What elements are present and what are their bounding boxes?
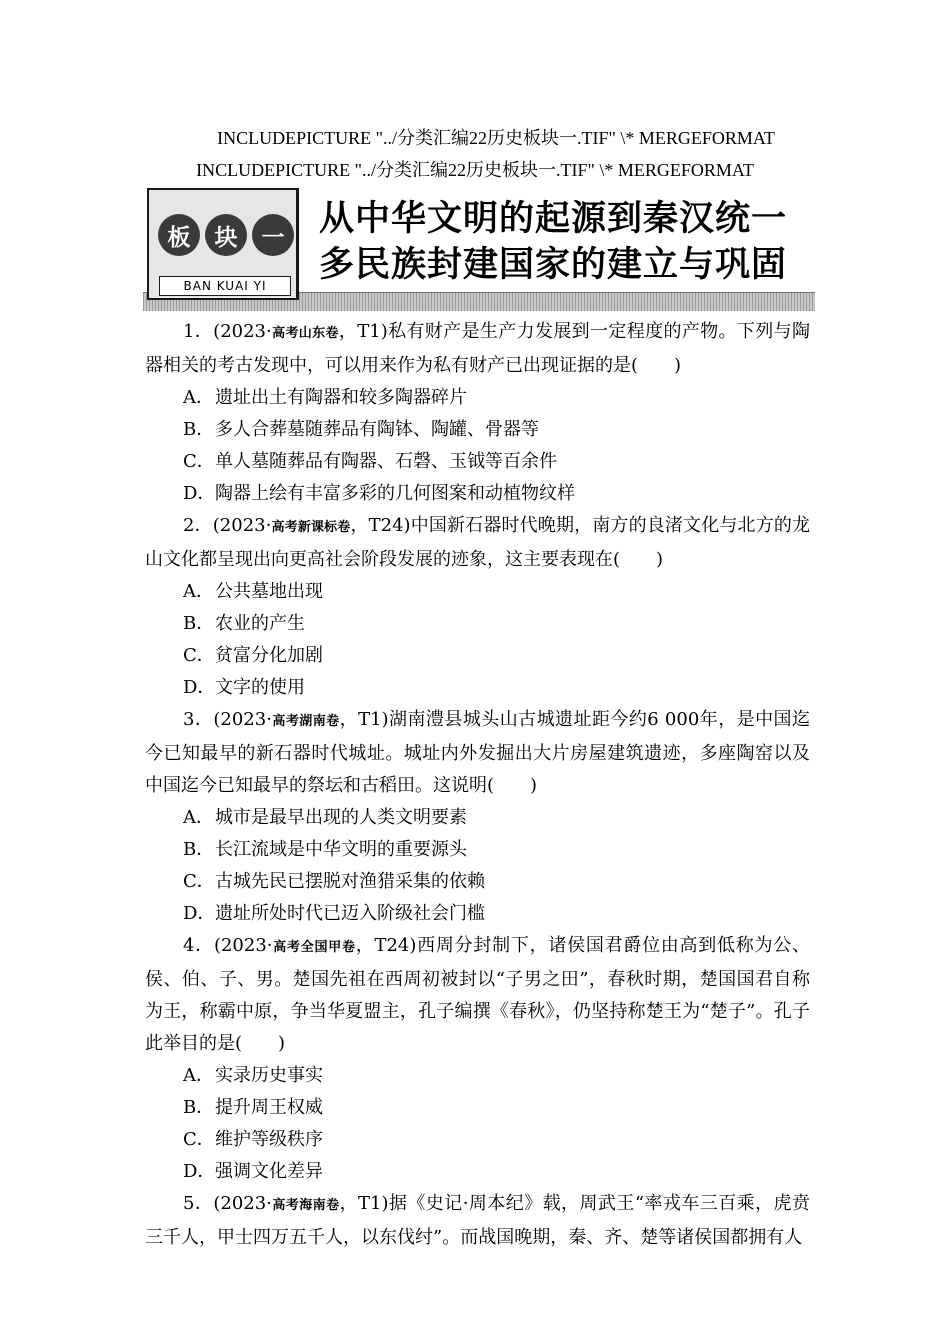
question-number: 5． (183, 1193, 214, 1214)
question-tag: ，T24) (350, 515, 411, 536)
option-b[interactable] (145, 414, 810, 446)
banner-char-yi: 一 (252, 214, 294, 256)
question-text: 私有财产是生产力发展到一定程度的产物。下列与陶器相关的考古发现中，可以用来作为私有财产已出现证据的是( ) (145, 321, 810, 376)
question-stem (145, 704, 810, 802)
question-stem (145, 510, 810, 576)
option-b[interactable] (145, 608, 810, 640)
question-year: (2023· (213, 321, 272, 342)
option-letter: A． (183, 581, 214, 602)
option-d[interactable] (145, 898, 810, 930)
option-c[interactable] (145, 1124, 810, 1156)
banner-label-box (147, 188, 299, 300)
option-letter: A． (183, 387, 214, 408)
option-text: 多人合葬墓随葬品有陶钵、陶罐、骨器等 (215, 419, 539, 440)
question-tag: ，T1) (339, 709, 389, 730)
option-letter: C． (183, 451, 215, 472)
option-letter: B． (183, 1097, 215, 1118)
question-source: 高考新课标卷 (271, 520, 351, 535)
question-stem (145, 316, 810, 382)
option-letter: C． (183, 871, 215, 892)
banner-title-line-1: 从中华文明的起源到秦汉统一 (319, 199, 788, 239)
question-tag: ，T1) (338, 321, 388, 342)
option-letter: D． (183, 903, 216, 924)
question-2 (145, 510, 810, 704)
question-number: 3． (183, 709, 214, 730)
banner-char-ban: 板 (158, 214, 200, 256)
option-d[interactable] (145, 672, 810, 704)
option-text: 城市是最早出现的人类文明要素 (215, 807, 467, 828)
option-text: 贫富分化加剧 (215, 645, 323, 666)
question-text: 西周分封制下，诸侯国君爵位由高到低称为公、侯、伯、子、男。楚国先祖在西周初被封以“子男之田”，春秋时期，楚国国君自称为王，称霸中原，争当华夏盟主，孔子编撰《春秋》，仍坚持称楚王为“楚子”。孔子此举目的是( ) (145, 935, 811, 1054)
question-number: 4． (183, 935, 214, 956)
question-source: 高考湖南卷 (271, 714, 340, 729)
section-banner (143, 188, 815, 312)
option-text: 公共墓地出现 (215, 581, 323, 602)
banner-char-kuai: 块 (205, 214, 247, 256)
option-a[interactable] (145, 576, 810, 608)
question-list (145, 316, 810, 1254)
option-c[interactable] (145, 446, 810, 478)
option-letter: B． (183, 613, 215, 634)
option-text: 文字的使用 (215, 677, 305, 698)
question-year: (2023· (213, 709, 272, 730)
option-text: 古城先民已摆脱对渔猎采集的依赖 (215, 871, 485, 892)
option-text: 遗址出土有陶器和较多陶器碎片 (215, 387, 467, 408)
option-letter: B． (183, 419, 215, 440)
option-text: 陶器上绘有丰富多彩的几何图案和动植物纹样 (215, 483, 575, 504)
option-a[interactable] (145, 802, 810, 834)
question-source: 高考山东卷 (271, 326, 339, 341)
option-b[interactable] (145, 1092, 810, 1124)
question-stem (145, 930, 810, 1060)
question-4 (145, 930, 810, 1188)
question-text: 据《史记·周本纪》载，周武王“率戎车三百乘，虎贲三千人，甲士四万五千人，以东伐纣”。而战国晚期，秦、齐、楚等诸侯国都拥有人 (145, 1193, 810, 1248)
option-letter: A． (183, 807, 214, 828)
question-number: 1． (183, 321, 214, 342)
option-letter: C． (183, 645, 215, 666)
question-year: (2023· (212, 515, 272, 536)
option-a[interactable] (145, 382, 810, 414)
option-c[interactable] (145, 640, 810, 672)
option-text: 单人墓随葬品有陶器、石磬、玉钺等百余件 (215, 451, 557, 472)
question-tag: ，T24) (355, 935, 417, 956)
option-text: 实录历史事实 (215, 1065, 323, 1086)
option-text: 农业的产生 (215, 613, 305, 634)
question-text: 湖南澧县城头山古城遗址距今约6 000年，是中国迄今已知最早的新石器时代城址。城址内外发掘出大片房屋建筑遗迹，多座陶窑以及中国迄今已知最早的祭坛和古稻田。这说明( ) (145, 709, 810, 796)
option-text: 遗址所处时代已迈入阶级社会门槛 (215, 903, 485, 924)
option-d[interactable] (145, 1156, 810, 1188)
option-b[interactable] (145, 834, 810, 866)
option-text: 长江流域是中华文明的重要源头 (215, 839, 467, 860)
option-a[interactable] (145, 1060, 810, 1092)
option-letter: D． (183, 1161, 216, 1182)
question-source: 高考海南卷 (271, 1198, 340, 1213)
option-letter: B． (183, 839, 215, 860)
option-c[interactable] (145, 866, 810, 898)
question-source: 高考全国甲卷 (272, 940, 356, 955)
include-field-line-1: INCLUDEPICTURE "../分类汇编22历史板块一.TIF" \* MERGEFORMAT (217, 128, 775, 148)
question-3 (145, 704, 810, 930)
banner-pinyin: BAN KUAI YI (159, 276, 291, 296)
question-5 (145, 1188, 810, 1254)
include-field-line-2: INCLUDEPICTURE "../分类汇编22历史板块一.TIF" \* MERGEFORMAT (196, 160, 754, 180)
question-year: (2023· (213, 1193, 272, 1214)
option-d[interactable] (145, 478, 810, 510)
banner-title (319, 196, 819, 288)
banner-title-line-2: 多民族封建国家的建立与巩固 (319, 245, 788, 285)
question-tag: ，T1) (339, 1193, 389, 1214)
option-text: 强调文化差异 (215, 1161, 323, 1182)
question-1 (145, 316, 810, 510)
option-letter: D． (183, 677, 216, 698)
question-year: (2023· (213, 935, 273, 956)
question-text: 中国新石器时代晚期，南方的良渚文化与北方的龙山文化都呈现出向更高社会阶段发展的迹象，这主要表现在( ) (145, 515, 811, 570)
option-text: 维护等级秩序 (215, 1129, 323, 1150)
option-letter: C． (183, 1129, 215, 1150)
option-letter: A． (183, 1065, 214, 1086)
question-stem (145, 1188, 810, 1254)
option-letter: D． (183, 483, 216, 504)
option-text: 提升周王权威 (215, 1097, 323, 1118)
question-number: 2． (183, 515, 213, 536)
